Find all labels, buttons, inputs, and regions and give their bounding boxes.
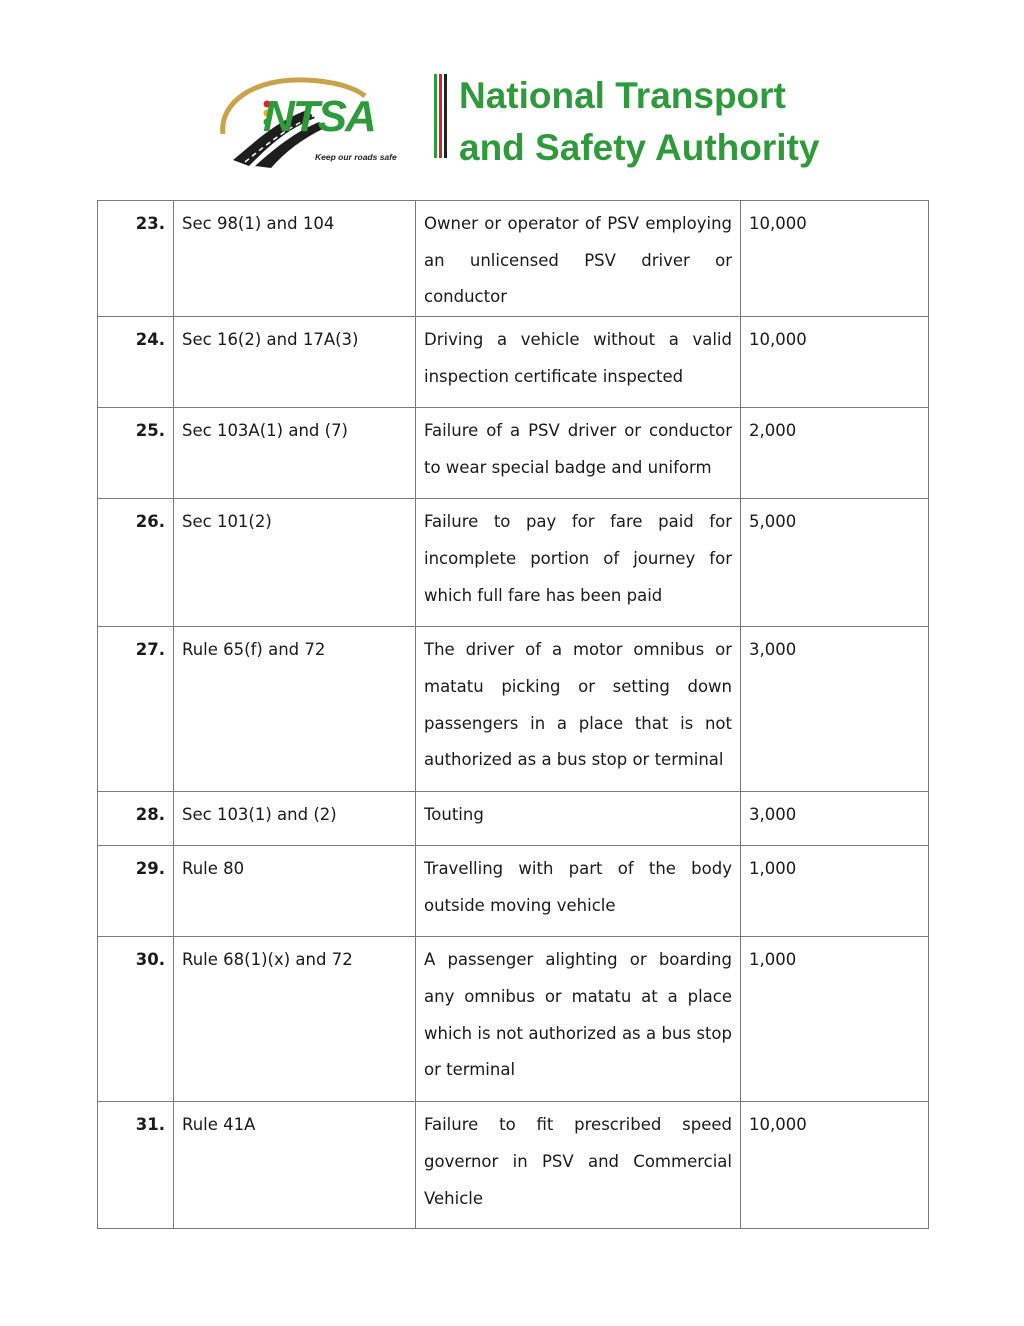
table-row	[98, 1102, 929, 1229]
offence-fine: 10,000	[741, 317, 929, 408]
offence-section: Rule 41A	[174, 1102, 416, 1229]
offence-section: Rule 65(f) and 72	[174, 627, 416, 792]
table-row	[98, 937, 929, 1102]
offence-number: 26.	[98, 499, 174, 627]
offence-fine: 3,000	[741, 627, 929, 792]
offence-description: Failure to pay for fare paid for incomplete portion of journey for which full fare has been paid	[416, 499, 741, 627]
offence-description: Travelling with part of the body outside moving vehicle	[416, 846, 741, 937]
table-row	[98, 408, 929, 499]
organization-name	[459, 70, 819, 174]
table-row	[98, 201, 929, 317]
offence-description: Touting	[416, 792, 741, 846]
offence-number: 28.	[98, 792, 174, 846]
offence-fine: 10,000	[741, 201, 929, 317]
logo-wordmark: NTSA	[263, 92, 375, 141]
offence-fine: 1,000	[741, 846, 929, 937]
offence-fine: 3,000	[741, 792, 929, 846]
table-row	[98, 792, 929, 846]
offence-fine: 1,000	[741, 937, 929, 1102]
offence-number: 29.	[98, 846, 174, 937]
table-row	[98, 627, 929, 792]
table-row	[98, 499, 929, 627]
table-row	[98, 846, 929, 937]
offence-section: Sec 16(2) and 17A(3)	[174, 317, 416, 408]
offence-section: Sec 101(2)	[174, 499, 416, 627]
divider-bars	[434, 74, 448, 158]
offence-fine: 10,000	[741, 1102, 929, 1229]
ntsa-logo	[215, 72, 420, 168]
offence-description: A passenger alighting or boarding any omnibus or matatu at a place which is not authorized as a bus stop or terminal	[416, 937, 741, 1102]
org-name-line2: and Safety Authority	[459, 127, 820, 168]
page-header	[215, 64, 820, 174]
offence-number: 25.	[98, 408, 174, 499]
offence-description: Failure of a PSV driver or conductor to wear special badge and uniform	[416, 408, 741, 499]
offence-number: 24.	[98, 317, 174, 408]
offences-table	[97, 200, 929, 1229]
logo-tagline: Keep our roads safe	[315, 152, 397, 162]
offence-section: Sec 98(1) and 104	[174, 201, 416, 317]
offence-description: The driver of a motor omnibus or matatu picking or setting down passengers in a place that is not authorized as a bus stop or terminal	[416, 627, 741, 792]
offence-fine: 5,000	[741, 499, 929, 627]
offence-section: Sec 103(1) and (2)	[174, 792, 416, 846]
offence-description: Owner or operator of PSV employing an unlicensed PSV driver or conductor	[416, 201, 741, 317]
offence-number: 30.	[98, 937, 174, 1102]
offence-number: 27.	[98, 627, 174, 792]
offence-description: Failure to fit prescribed speed governor in PSV and Commercial Vehicle	[416, 1102, 741, 1229]
offence-section: Sec 103A(1) and (7)	[174, 408, 416, 499]
offence-section: Rule 68(1)(x) and 72	[174, 937, 416, 1102]
offence-number: 23.	[98, 201, 174, 317]
table-row	[98, 317, 929, 408]
offence-fine: 2,000	[741, 408, 929, 499]
offence-section: Rule 80	[174, 846, 416, 937]
org-name-line1: National Transport	[459, 75, 786, 116]
offence-number: 31.	[98, 1102, 174, 1229]
offence-description: Driving a vehicle without a valid inspection certificate inspected	[416, 317, 741, 408]
